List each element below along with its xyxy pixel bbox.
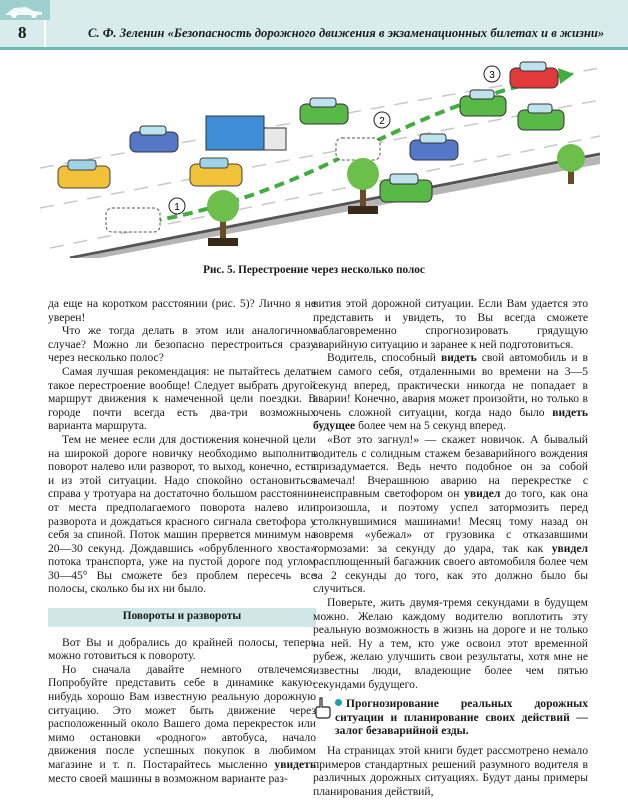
marker-2-label: 2 xyxy=(379,116,385,127)
emphasis: увидел xyxy=(551,541,588,555)
tree-3 xyxy=(557,144,585,184)
paragraph: вития этой дорожной ситуации. Если Вам удается это представить и увидеть, то Вы всегда сможете заблаговременно спрогнозировать грядущую аварийную ситуацию и заранее к ней подготовиться. xyxy=(313,297,588,351)
figure-lane-change xyxy=(40,58,600,258)
text-run: место своей машины в возможном варианте раз- xyxy=(48,771,288,785)
emphasis: увидел xyxy=(464,487,501,501)
section-heading: Повороты и развороты xyxy=(48,608,316,627)
paragraph xyxy=(48,663,316,785)
truck-blue xyxy=(206,116,286,150)
text-run: расплющенный багажник своего автомобиля более чем за 2 секунды до того, как это должно было бы случиться. xyxy=(313,555,588,596)
text-run: свой автомобиль и в нем самого себя, отдаленными во времени на 3—5 секунд вперед, практически никогда не попадает в аварии! Конечно, авария может произойти, но только в очень сложной ситуации, когда надо было xyxy=(313,351,588,419)
marker-3 xyxy=(484,66,500,82)
car-logo-icon xyxy=(0,0,50,20)
text-run: «Вот это загнул!» — скажет новичок. А бывалый водитель с солидным стажем безаварийного вождения призадумается. Ведь нечто подобное он за собой замечал! Вчерашнюю аварию на перекрестке с неисправным светофором он xyxy=(313,432,588,501)
header-logo xyxy=(0,0,50,20)
car-red xyxy=(510,62,558,88)
marker-3-label: 3 xyxy=(489,70,495,81)
text-run: Водитель, способный xyxy=(327,351,441,365)
marker-1 xyxy=(169,198,185,214)
paragraph: Поверьте, жить двумя-тремя секундами в будущем можно. Желаю каждому водителю воплотить эту реальную возможность в жизнь на дороге и не только на ней. Ну а тем, кто уже освоил этот временной рубеж, желаю улучшить свои результаты, хотя мне не известны люди, владеющие более чем пятью секундами будущего. xyxy=(313,596,588,691)
figure-caption: Рис. 5. Перестроение через несколько полос xyxy=(203,264,425,276)
page-number: 8 xyxy=(18,23,27,42)
emphasis: видеть xyxy=(440,351,477,365)
paragraph: Вот Вы и добрались до крайней полосы, теперь можно готовиться к повороту. xyxy=(48,635,316,663)
emphasis: увидеть xyxy=(274,758,316,771)
paragraph xyxy=(313,351,588,433)
road-illustration xyxy=(40,58,600,258)
emphasis: видеть будущее xyxy=(313,405,588,433)
running-title: С. Ф. Зеленин «Безопасность дорожного движения в экзаменационных билетах и в жизни» xyxy=(88,26,605,40)
text-run: до того, как она произошла, и поэтому успел затормозить перед столкнувшимися машинами! Месяц тому назад он вовремя «убежал» от грузовика с отказавшими тормозами: за секунду до удара, так как xyxy=(313,487,588,555)
header-divider xyxy=(44,20,46,50)
text-run: Но сначала давайте немного отвлечемся. Попробуйте представить себе в динамике какую-нибудь хорошо Вам известную реальную дорожную ситуацию. Это может быть движение через расположенный около Вашего дома перекресток или мимо остановки «родного» автобуса, начало движения после успешных покупок в любимом магазине и т. п. Постарайтесь мысленно xyxy=(48,662,316,771)
header-rule xyxy=(0,47,628,50)
car-blue-1 xyxy=(130,126,178,152)
route-arrow-head xyxy=(558,68,574,84)
paragraph: да еще на коротком расстоянии (рис. 5)? Лично я не уверен! xyxy=(48,297,316,324)
paragraph: На страницах этой книги будет рассмотрено немало примеров стандартных решений разумного водителя в различных дорожных ситуациях. Будут даны примеры планирования действий, xyxy=(313,744,588,798)
paragraph xyxy=(313,433,588,596)
paragraph: Тем не менее если для достижения конечной цели на широкой дороге новичку необходимо выполнить поворот налево или разворот, то выход, конечно, есть и из этой ситуации. Надо спокойно остановиться справа у тротуара на достаточно большом расстоянии от места предполагаемого поворота налево или разворота и дождаться красного сигнала светофора у себя за спиной. Поток машин прервется минимум на 20—30 секунд. Дождавшись «обрубленного хвоста» потока транспорта, уже на пустой дороге под углом 30—45° Вы сможете без проблем пересечь все полосы, сколько бы их ни было. xyxy=(48,432,316,596)
page-header xyxy=(0,0,628,47)
pointing-hand-icon xyxy=(313,697,331,719)
key-note xyxy=(313,697,588,738)
ghost-car-1 xyxy=(106,208,160,232)
paragraph: Что же тогда делать в этом или аналогичном случае? Можно ли безопасно перестроиться сразу через несколько полос? xyxy=(48,324,316,365)
note-text: Прогнозирование реальных дорожных ситуации и планирование своих действий — залог безаварийной езды. xyxy=(335,697,588,738)
left-column xyxy=(48,297,316,785)
text-run: более чем на 5 секунд вперед. xyxy=(355,419,506,433)
marker-2 xyxy=(374,112,390,128)
marker-1-label: 1 xyxy=(174,202,180,213)
car-green-1 xyxy=(300,98,348,124)
car-yellow-1 xyxy=(58,160,110,188)
bullet-dot-icon xyxy=(335,699,342,706)
right-column xyxy=(313,297,588,798)
ghost-car-2 xyxy=(336,138,380,160)
paragraph: Самая лучшая рекомендация: не пытайтесь делать такое перестроение вообще! Следует выбрать другой маршрут движения к намеченной цели поездки. В городе почти всегда есть два-три возможных варианта маршрута. xyxy=(48,364,316,433)
